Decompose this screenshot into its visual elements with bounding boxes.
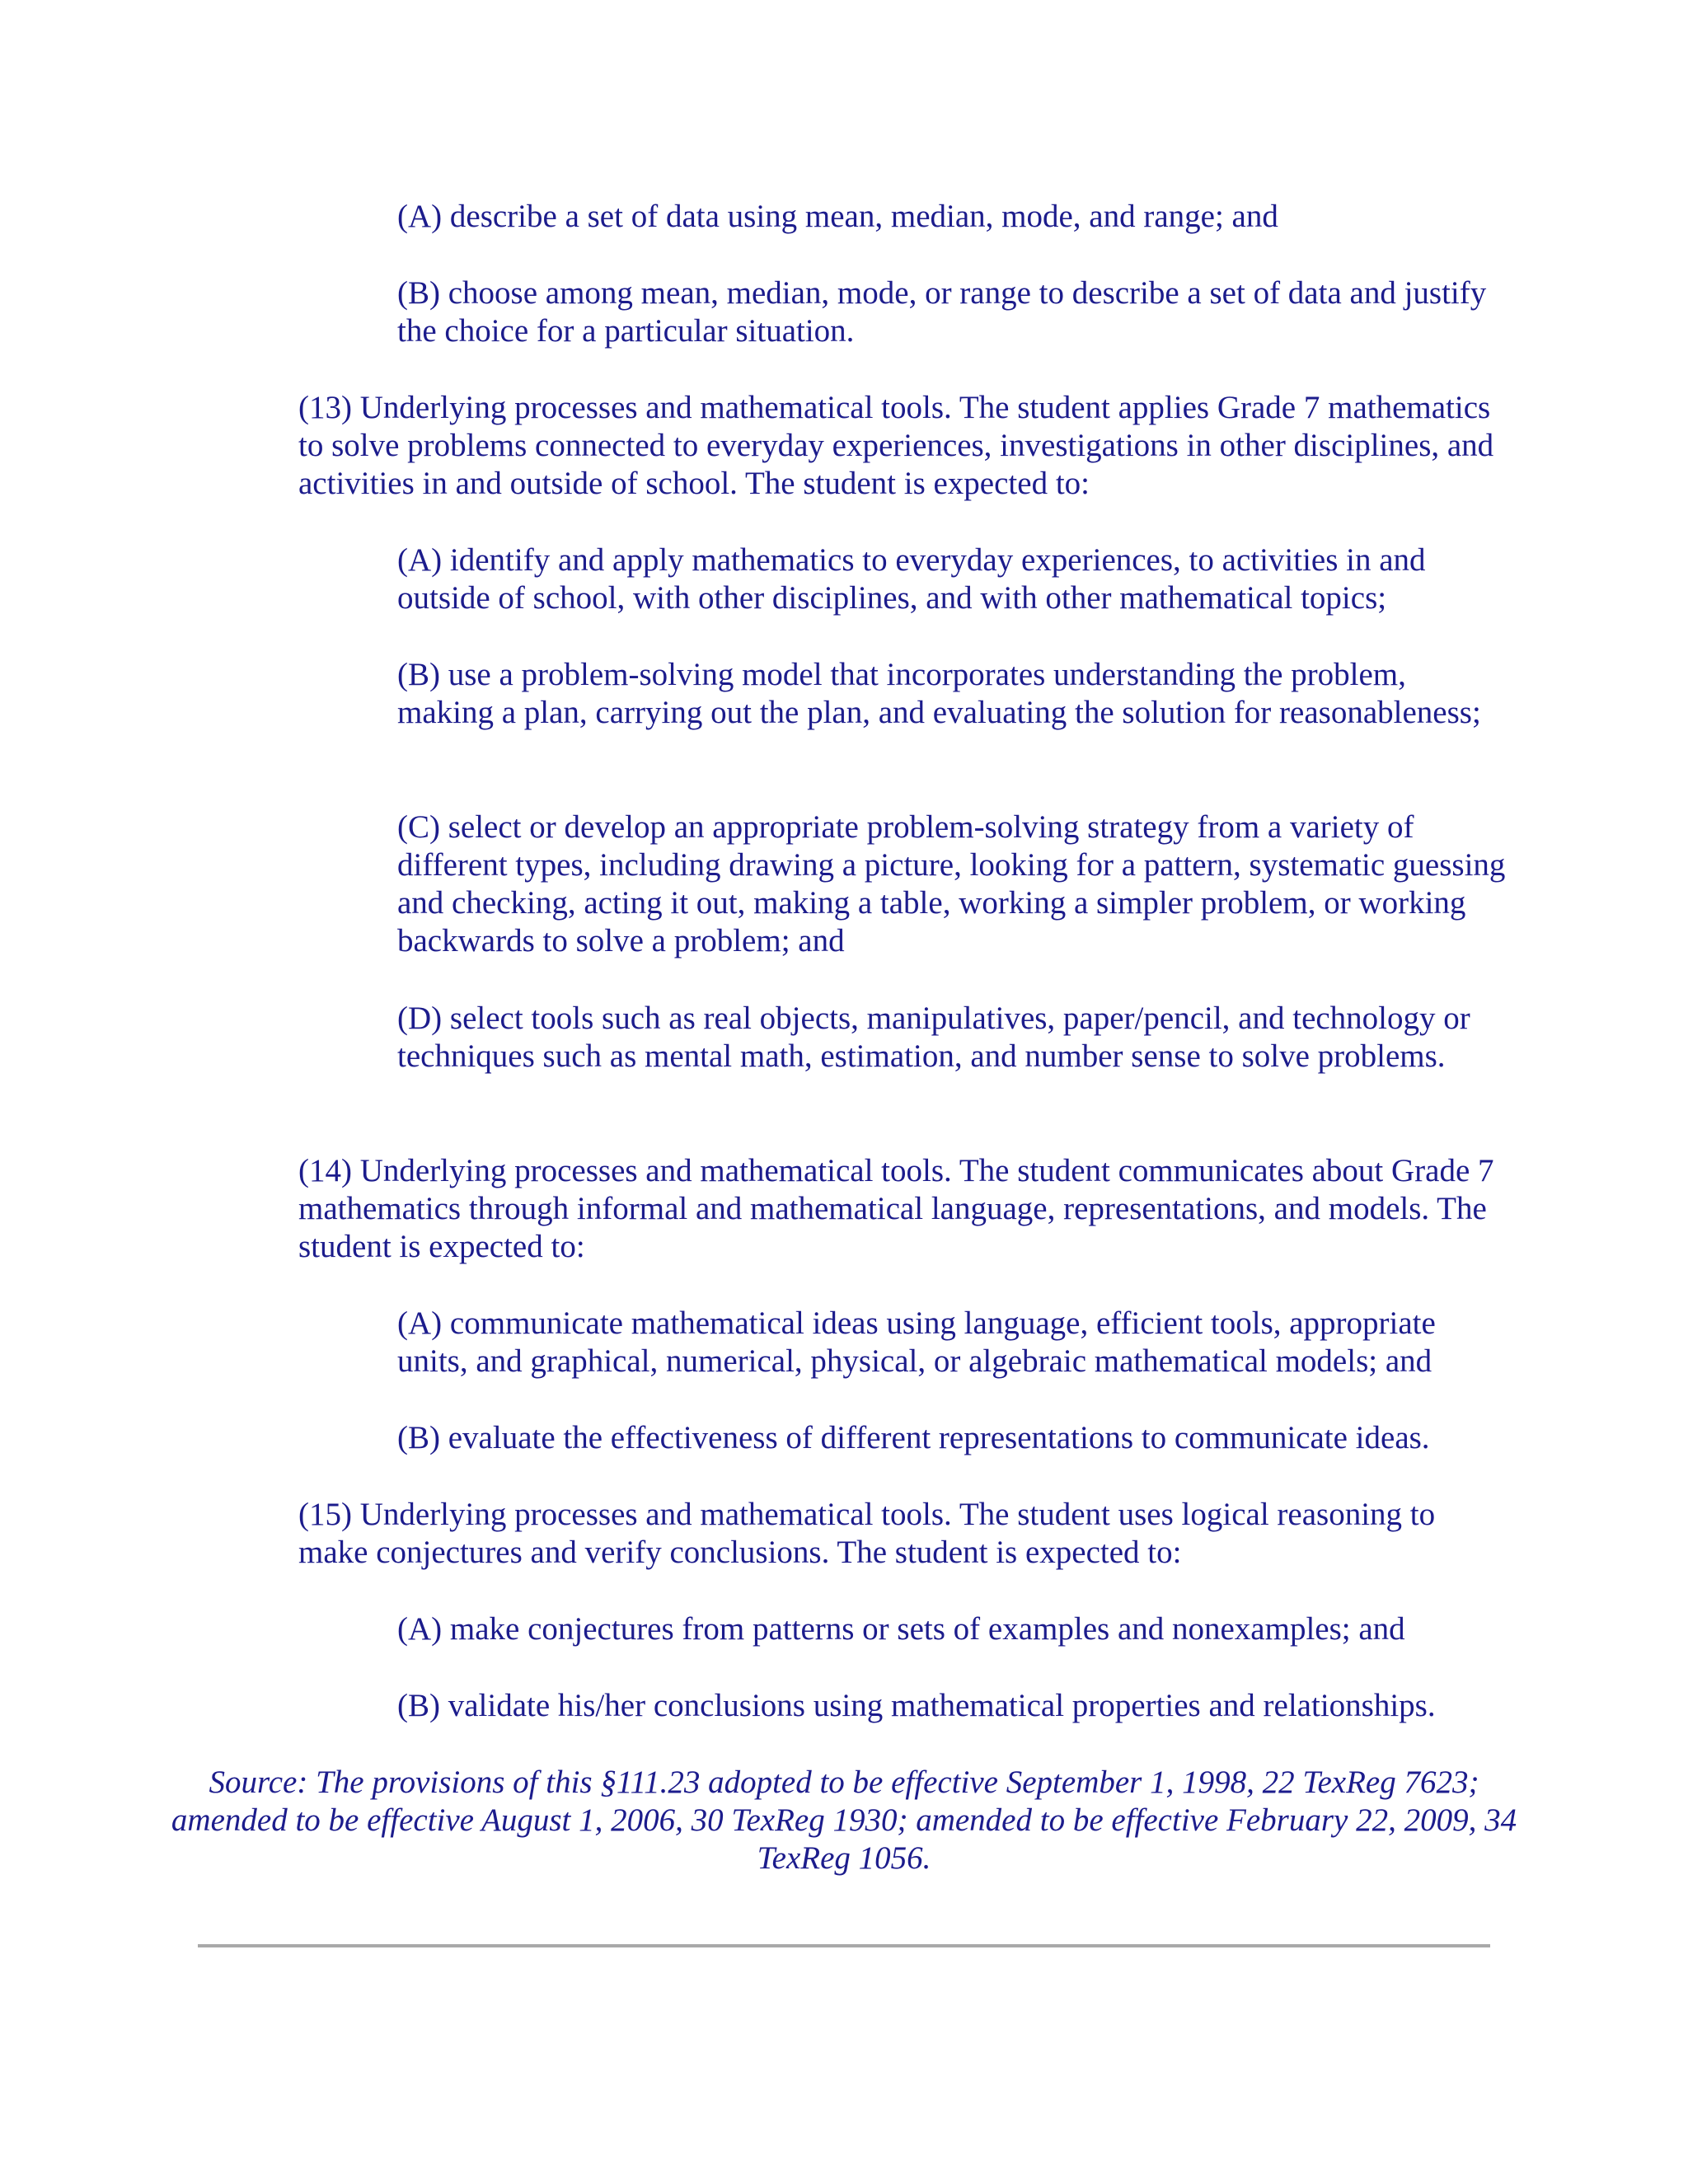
- paragraph-15: (15) Underlying processes and mathematical tools. The student uses logical reasoning to make conjectures and verify conclusions. The student is expected to:: [298, 1497, 1436, 1570]
- paragraph-14: (14) Underlying processes and mathematical tools. The student communicates about Grade 7 mathematics through informal and mathematical language, representations, and models. The student is expected to:: [298, 1153, 1494, 1264]
- paragraph-13a: (A) identify and apply mathematics to everyday experiences, to activities in and outside of school, with other disciplines, and with other mathematical topics;: [397, 542, 1426, 616]
- paragraph-13b: (B) use a problem-solving model that incorporates understanding the problem, making a plan, carrying out the plan, and evaluating the solution for reasonableness;: [397, 657, 1481, 730]
- paragraph-12b: (B) choose among mean, median, mode, or range to describe a set of data and justify the choice for a particular situation.: [397, 275, 1487, 349]
- paragraph-15b: (B) validate his/her conclusions using mathematical properties and relationships.: [397, 1688, 1436, 1723]
- paragraph-13c: (C) select or develop an appropriate problem-solving strategy from a variety of different types, including drawing a picture, looking for a pattern, systematic guessing and checking, acting it out, making a table, working a simpler problem, or working backwards to solve a problem; and: [397, 809, 1506, 958]
- paragraph-15a: (A) make conjectures from patterns or sets of examples and nonexamples; and: [397, 1611, 1405, 1647]
- paragraph-13: (13) Underlying processes and mathematical tools. The student applies Grade 7 mathematics to solve problems connected to everyday experiences, investigations in other disciplines, and activities in and outside of school. The student is expected to:: [298, 390, 1494, 501]
- paragraph-14b: (B) evaluate the effectiveness of different representations to communicate ideas.: [397, 1420, 1430, 1455]
- paragraph-13d: (D) select tools such as real objects, manipulatives, paper/pencil, and technology or techniques such as mental math, estimation, and number sense to solve problems.: [397, 1001, 1470, 1074]
- source-citation: Source: The provisions of this §111.23 adopted to be effective September 1, 1998, 22 TexReg 7623; amended to be effective August 1, 2006, 30 TexReg 1930; amended to be effective February 22, 2009, 34 TexReg 1056.: [171, 1765, 1517, 1876]
- paragraph-12a: (A) describe a set of data using mean, median, mode, and range; and: [397, 199, 1278, 234]
- paragraph-14a: (A) communicate mathematical ideas using language, efficient tools, appropriate units, and graphical, numerical, physical, or algebraic mathematical models; and: [397, 1305, 1436, 1379]
- horizontal-rule: [198, 1944, 1490, 1947]
